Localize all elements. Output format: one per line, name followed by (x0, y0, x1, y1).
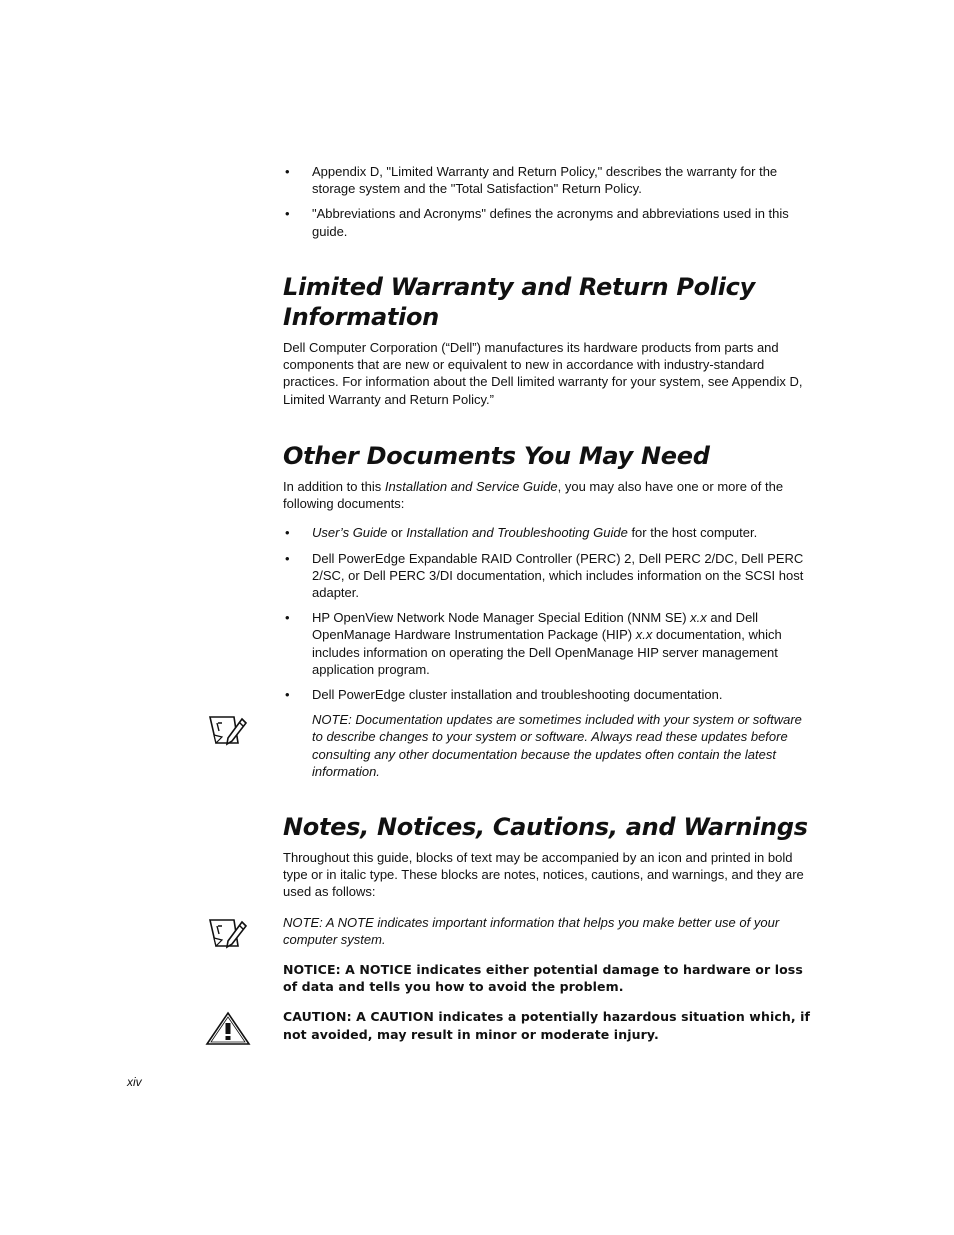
warranty-heading: Limited Warranty and Return Policy Information (283, 273, 755, 331)
bullet-icon: • (285, 687, 290, 703)
note-pencil-icon (208, 916, 248, 952)
note-pencil-icon (208, 713, 248, 749)
notes-heading: Notes, Notices, Cautions, and Warnings (283, 813, 808, 841)
list-item: • Dell PowerEdge Expandable RAID Controller (PERC) 2, Dell PERC 2/DC, Dell PERC 2/SC, or Dell PERC 3/DI documentation, which includes information on the SCSI host adapter. (285, 550, 804, 601)
note-block: NOTE: A NOTE indicates important information that helps you make better use of your computer system. (283, 914, 780, 947)
other-docs-intro: In addition to this Installation and Service Guide, you may also have one or more of the following documents: (283, 479, 784, 512)
top-bullet-list (283, 163, 815, 240)
list-item (283, 205, 815, 239)
notice-block: NOTICE: A NOTICE indicates either potential damage to hardware or loss of data and tells you how to avoid the problem. (283, 962, 803, 995)
page-number: xiv (127, 1075, 142, 1089)
notes-body: Throughout this guide, blocks of text may be accompanied by an icon and printed in bold type or in italic type. These blocks are notes, notices, cautions, and warnings, and they are used as follows: (283, 850, 804, 900)
bullet-icon: • (285, 525, 290, 541)
bullet-icon: • (285, 206, 290, 222)
docs-note: NOTE: Documentation updates are sometimes included with your system or software to describe changes to your system or software. Always read these updates before consulting any other documentation because the updates often contain the latest information. (312, 712, 802, 779)
caution-triangle-icon (205, 1011, 251, 1047)
list-item: • HP OpenView Network Node Manager Special Edition (NNM SE) x.x and Dell OpenManage Hardware Instrumentation Package (HIP) x.x documentation, which includes information on operating the Dell OpenManage HIP server management application program. (285, 610, 782, 677)
warranty-section (283, 272, 815, 408)
other-docs-heading: Other Documents You May Need (283, 442, 710, 470)
list-item (283, 163, 815, 197)
bullet-text: Appendix D, "Limited Warranty and Return Policy," describes the warranty for the storage system and the "Total Satisfaction" Return Policy. (312, 164, 778, 197)
list-item: • User’s Guide or Installation and Troubleshooting Guide for the host computer. (285, 525, 758, 541)
bullet-text: "Abbreviations and Acronyms" defines the acronyms and abbreviations used in this guide. (312, 206, 789, 239)
warranty-body: Dell Computer Corporation (“Dell”) manufactures its hardware products from parts and components that are new or equivalent to new in accordance with industry-standard practices. For information about the Dell limited warranty for your system, see Appendix D, Limited Warranty and Return Policy.” (283, 340, 803, 407)
other-docs-section (283, 441, 815, 780)
list-item: • Dell PowerEdge cluster installation and troubleshooting documentation. (285, 687, 723, 703)
bullet-icon: • (285, 550, 290, 566)
caution-block: CAUTION: A CAUTION indicates a potentially hazardous situation which, if not avoided, may result in minor or moderate injury. (283, 1009, 811, 1042)
bullet-icon: • (285, 610, 290, 626)
bullet-icon: • (285, 164, 290, 179)
notes-section (283, 812, 815, 1043)
